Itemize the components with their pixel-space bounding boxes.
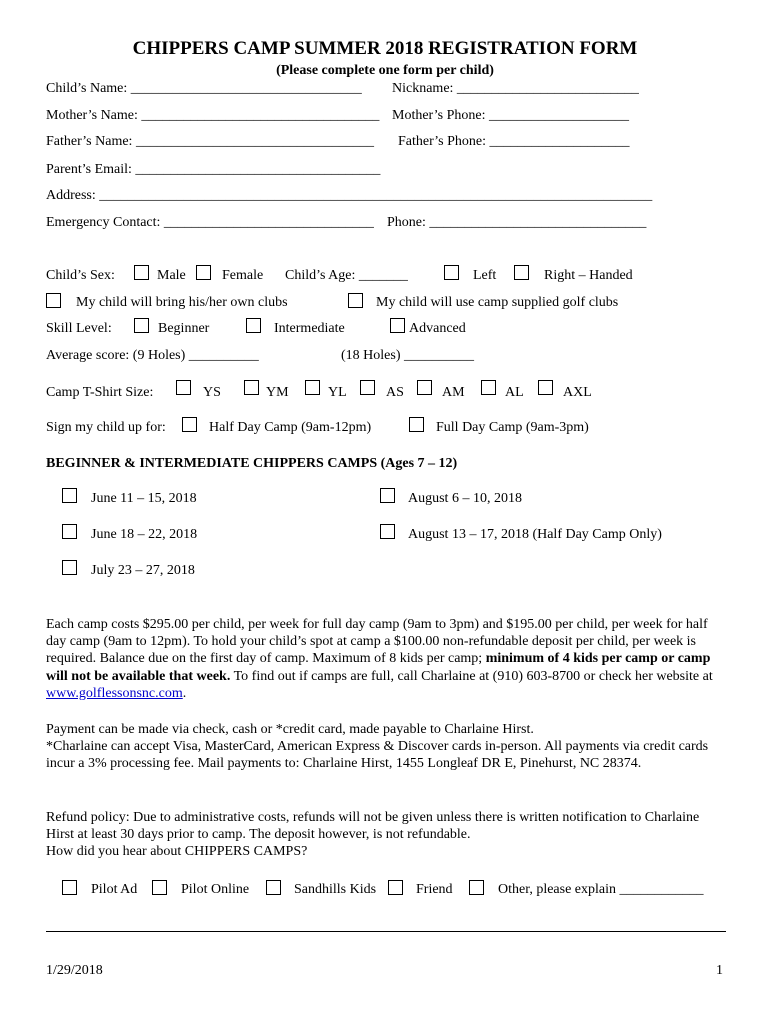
size-ys-label: YS xyxy=(203,385,221,400)
period: . xyxy=(182,685,187,701)
other-checkbox[interactable] xyxy=(469,880,484,895)
friend-checkbox[interactable] xyxy=(388,880,403,895)
size-ys-checkbox[interactable] xyxy=(176,380,191,395)
payment-line-1: Payment can be made via check, cash or *credit card, made payable to Charlaine Hirst. xyxy=(46,722,534,737)
fathers-phone-field[interactable]: Father’s Phone: ____________________ xyxy=(398,134,630,149)
size-al-checkbox[interactable] xyxy=(481,380,496,395)
other-explain-field[interactable]: Other, please explain ____________ xyxy=(498,882,704,897)
intermediate-label: Intermediate xyxy=(274,321,345,336)
footer-divider xyxy=(46,931,726,932)
female-checkbox[interactable] xyxy=(196,265,211,280)
pilot-online-checkbox[interactable] xyxy=(152,880,167,895)
friend-label: Friend xyxy=(416,882,453,897)
camp-july23-label: July 23 – 27, 2018 xyxy=(91,563,195,578)
size-am-checkbox[interactable] xyxy=(417,380,432,395)
camp-aug6-checkbox[interactable] xyxy=(380,488,395,503)
right-handed-checkbox[interactable] xyxy=(514,265,529,280)
refund-paragraph xyxy=(46,809,726,861)
size-yl-label: YL xyxy=(328,385,347,400)
sandhills-kids-label: Sandhills Kids xyxy=(294,882,377,897)
full-day-label: Full Day Camp (9am-3pm) xyxy=(436,420,589,435)
half-day-checkbox[interactable] xyxy=(182,417,197,432)
male-checkbox[interactable] xyxy=(134,265,149,280)
mothers-name-field[interactable]: Mother’s Name: __________________________________ xyxy=(46,108,380,123)
camp-july23-checkbox[interactable] xyxy=(62,560,77,575)
minimum-kids-note: minimum of 4 kids per camp or camp will not be available that week. xyxy=(46,651,711,684)
payment-paragraph xyxy=(46,721,726,773)
size-al-label: AL xyxy=(505,385,524,400)
right-handed-label: Right – Handed xyxy=(544,268,633,283)
own-clubs-label: My child will bring his/her own clubs xyxy=(76,295,288,310)
hear-about-question: How did you hear about CHIPPERS CAMPS? xyxy=(46,844,308,860)
address-field[interactable]: Address: _______________________________________________________________________________ xyxy=(46,188,653,203)
camp-june18-label: June 18 – 22, 2018 xyxy=(91,527,198,542)
emergency-contact-field[interactable]: Emergency Contact: ______________________________ xyxy=(46,215,374,230)
size-am-label: AM xyxy=(442,385,465,400)
cost-tail: To find out if camps are full, call Charlaine at (910) 603-8700 or check her website at xyxy=(230,668,713,684)
nine-hole-score-field[interactable]: Average score: (9 Holes) __________ xyxy=(46,348,259,363)
camp-aug13-checkbox[interactable] xyxy=(380,524,395,539)
form-title: CHIPPERS CAMP SUMMER 2018 REGISTRATION FORM xyxy=(132,38,638,59)
website-link[interactable]: www.golflessonsnc.com xyxy=(46,685,183,701)
beginner-label: Beginner xyxy=(158,321,210,336)
pilot-ad-label: Pilot Ad xyxy=(91,882,138,897)
pilot-ad-checkbox[interactable] xyxy=(62,880,77,895)
refund-policy: Refund policy: Due to administrative costs, refunds will not be given unless there is written notification to Charlaine Hirst at least 30 days prior to camp. The deposit however, is not refundable. xyxy=(46,810,700,843)
fathers-name-field[interactable]: Father’s Name: __________________________________ xyxy=(46,134,374,149)
beginner-checkbox[interactable] xyxy=(134,318,149,333)
mothers-phone-field[interactable]: Mother’s Phone: ____________________ xyxy=(392,108,629,123)
full-day-checkbox[interactable] xyxy=(409,417,424,432)
camp-june18-checkbox[interactable] xyxy=(62,524,77,539)
size-yl-checkbox[interactable] xyxy=(305,380,320,395)
childs-sex-label: Child’s Sex: xyxy=(46,268,115,283)
tshirt-size-label: Camp T-Shirt Size: xyxy=(46,385,154,400)
female-label: Female xyxy=(222,268,264,283)
intermediate-checkbox[interactable] xyxy=(246,318,261,333)
advanced-checkbox[interactable] xyxy=(390,318,405,333)
size-as-checkbox[interactable] xyxy=(360,380,375,395)
eighteen-hole-score-field[interactable]: (18 Holes) __________ xyxy=(341,348,474,363)
camp-clubs-label: My child will use camp supplied golf clubs xyxy=(376,295,619,310)
cost-text: Each camp costs $295.00 per child, per week for full day camp (9am to 3pm) and $195.00 per child, per week for half day camp (9am to 12pm). To hold your child’s spot at camp a $100.00 non-refundable deposit per child, per week is required. Balance due on the first day of camp. Maximum of 8 kids per camp; xyxy=(46,617,708,667)
skill-level-label: Skill Level: xyxy=(46,321,112,336)
size-as-label: AS xyxy=(386,385,404,400)
size-ym-checkbox[interactable] xyxy=(244,380,259,395)
camp-june11-label: June 11 – 15, 2018 xyxy=(91,491,197,506)
size-ym-label: YM xyxy=(266,385,289,400)
parents-email-field[interactable]: Parent’s Email: ___________________________________ xyxy=(46,162,381,177)
male-label: Male xyxy=(157,268,186,283)
footer-date: 1/29/2018 xyxy=(46,963,103,978)
cost-paragraph xyxy=(46,616,726,702)
form-subtitle: (Please complete one form per child) xyxy=(276,63,494,78)
size-axl-label: AXL xyxy=(563,385,592,400)
emergency-phone-field[interactable]: Phone: _______________________________ xyxy=(387,215,647,230)
signup-label: Sign my child up for: xyxy=(46,420,166,435)
advanced-label: Advanced xyxy=(409,321,466,336)
page-number: 1 xyxy=(716,963,723,978)
payment-line-2: *Charlaine can accept Visa, MasterCard, American Express & Discover cards in-person. All payments via credit cards incur a 3% processing fee. Mail payments to: Charlaine Hirst, 1455 Longleaf DR E, Pinehurst, NC 28374. xyxy=(46,739,709,772)
half-day-label: Half Day Camp (9am-12pm) xyxy=(209,420,372,435)
childs-age-field[interactable]: Child’s Age: _______ xyxy=(285,268,408,283)
nickname-field[interactable]: Nickname: __________________________ xyxy=(392,81,639,96)
camp-aug13-label: August 13 – 17, 2018 (Half Day Camp Only) xyxy=(408,527,662,542)
childs-name-field[interactable]: Child’s Name: _________________________________ xyxy=(46,81,362,96)
sandhills-kids-checkbox[interactable] xyxy=(266,880,281,895)
camps-heading: BEGINNER & INTERMEDIATE CHIPPERS CAMPS (Ages 7 – 12) xyxy=(46,456,458,471)
left-handed-checkbox[interactable] xyxy=(444,265,459,280)
own-clubs-checkbox[interactable] xyxy=(46,293,61,308)
camp-aug6-label: August 6 – 10, 2018 xyxy=(408,491,522,506)
pilot-online-label: Pilot Online xyxy=(181,882,250,897)
size-axl-checkbox[interactable] xyxy=(538,380,553,395)
left-label: Left xyxy=(473,268,497,283)
camp-june11-checkbox[interactable] xyxy=(62,488,77,503)
camp-clubs-checkbox[interactable] xyxy=(348,293,363,308)
